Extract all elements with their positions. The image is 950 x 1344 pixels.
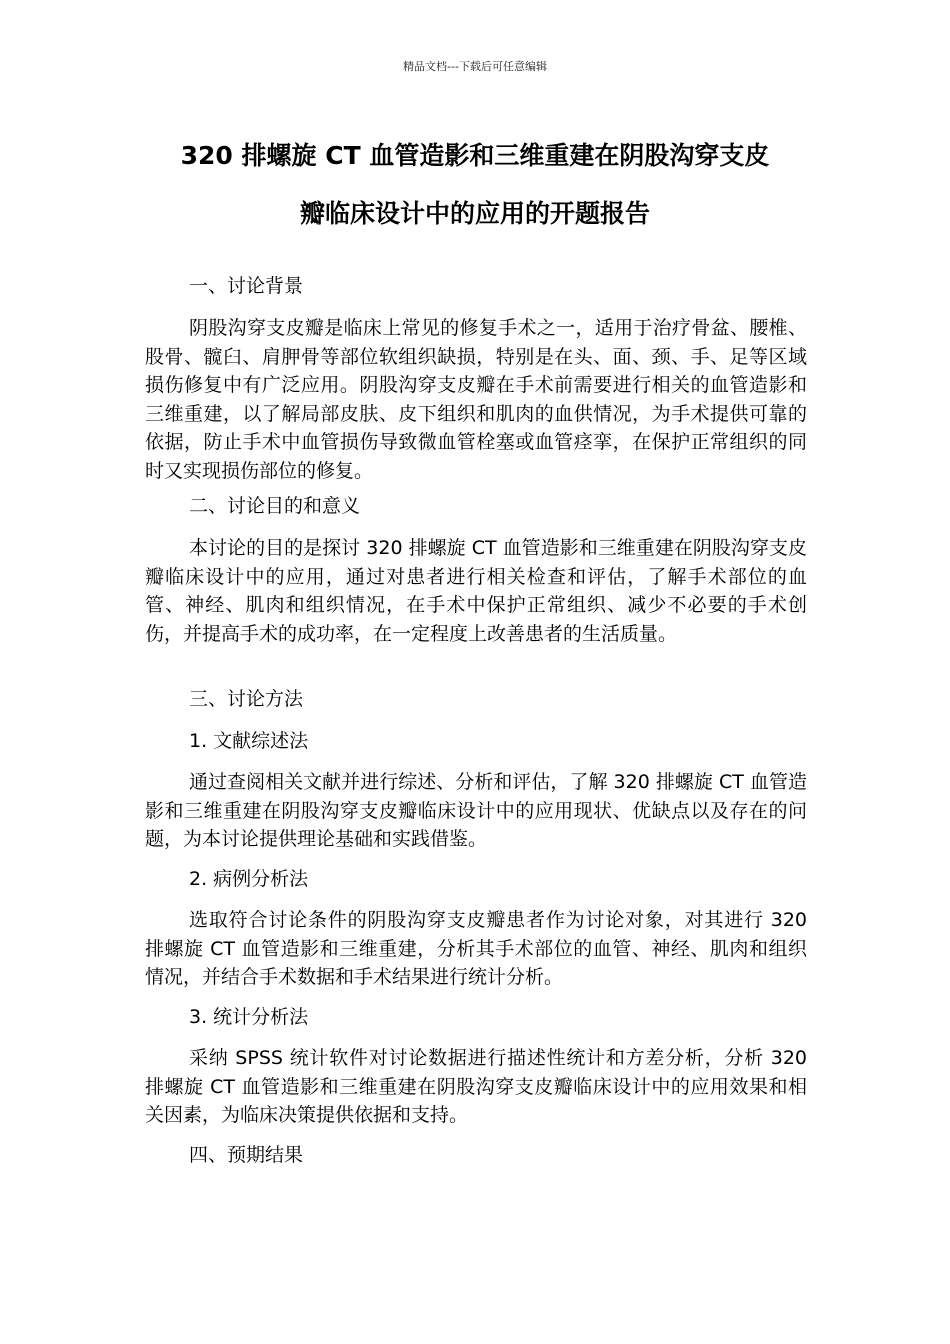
method-body-literature-review: 通过查阅相关文献并进行综述、分析和评估，了解 320 排螺旋 CT 血管造影和三维重建在阴股沟穿支皮瓣临床设计中的应用现状、优缺点以及存在的问题，为本讨论提供理论基础和实践借鉴。 (145, 771, 807, 850)
method-heading-literature-review: 1. 文献综述法 (189, 730, 309, 752)
section-body-background: 阴股沟穿支皮瓣是临床上常见的修复手术之一，适用于治疗骨盆、腰椎、股骨、髋臼、肩胛骨等部位软组织缺损，特别是在头、面、颈、手、足等区域损伤修复中有广泛应用。阴股沟穿支皮瓣在手术前需要进行相关的血管造影和三维重建，以了解局部皮肤、皮下组织和肌肉的血供情况，为手术提供可靠的依据，防止手术中血管损伤导致微血管栓塞或血管痉挛，在保护正常组织的同时又实现损伤部位的修复。 (145, 317, 807, 482)
section-heading-background: 一、讨论背景 (189, 275, 304, 297)
method-heading-statistical-analysis: 3. 统计分析法 (189, 1006, 309, 1028)
method-heading-case-analysis: 2. 病例分析法 (189, 868, 309, 890)
document-title-line-2: 瓣临床设计中的应用的开题报告 (299, 199, 650, 228)
section-body-purpose: 本讨论的目的是探讨 320 排螺旋 CT 血管造影和三维重建在阴股沟穿支皮瓣临床设计中的应用，通过对患者进行相关检查和评估，了解手术部位的血管、神经、肌肉和组织情况，在手术中保护正常组织、减少不必要的手术创伤，并提高手术的成功率，在一定程度上改善患者的生活质量。 (145, 537, 807, 645)
page-header-note: 精品文档---下载后可任意编辑 (403, 60, 547, 73)
section-heading-purpose: 二、讨论目的和意义 (189, 495, 361, 517)
method-body-case-analysis: 选取符合讨论条件的阴股沟穿支皮瓣患者作为讨论对象，对其进行 320 排螺旋 CT 血管造影和三维重建，分析其手术部位的血管、神经、肌肉和组织情况，并结合手术数据和手术结果进行统计分析。 (145, 909, 807, 988)
section-heading-methods: 三、讨论方法 (189, 688, 304, 710)
document-title-line-1: 320 排螺旋 CT 血管造影和三维重建在阴股沟穿支皮 (180, 141, 770, 170)
method-body-statistical-analysis: 采纳 SPSS 统计软件对讨论数据进行描述性统计和方差分析，分析 320 排螺旋 CT 血管造影和三维重建在阴股沟穿支皮瓣临床设计中的应用效果和相关因素，为临床决策提供依据和支持。 (145, 1047, 807, 1126)
section-heading-expected-results: 四、预期结果 (189, 1144, 304, 1166)
